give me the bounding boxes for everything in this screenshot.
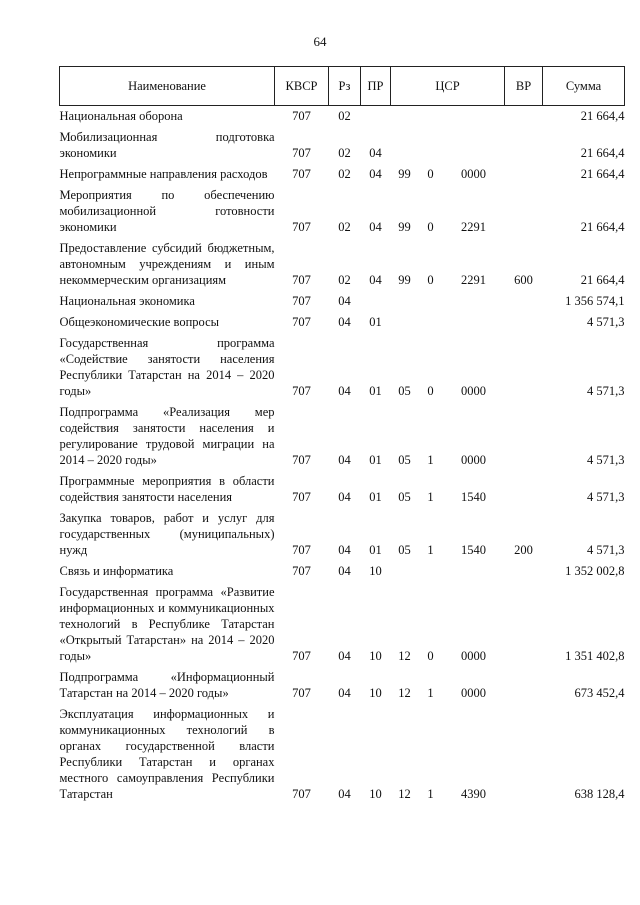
header-sum: Сумма	[543, 67, 625, 106]
cell-rz: 04	[338, 649, 351, 663]
cell-csr2	[419, 106, 443, 128]
cell-rz: 02	[338, 220, 351, 234]
cell-vr	[505, 106, 543, 128]
cell-vr	[505, 185, 543, 238]
table-row	[60, 471, 625, 508]
cell-csr1	[391, 127, 419, 164]
cell-csr3	[443, 291, 505, 312]
cell-kvsr: 707	[292, 273, 311, 287]
cell-kvsr: 707	[292, 109, 311, 123]
cell-name: Национальная экономика	[59, 294, 195, 308]
cell-rz: 04	[338, 453, 351, 467]
cell-csr3	[443, 106, 505, 128]
cell-sum: 21 664,4	[580, 220, 625, 234]
cell-kvsr: 707	[292, 167, 311, 181]
cell-vr	[505, 402, 543, 471]
cell-csr2: 0	[427, 649, 434, 663]
cell-csr1: 05	[398, 453, 411, 467]
table-row	[60, 312, 625, 333]
cell-rz: 04	[338, 686, 351, 700]
cell-rz: 04	[338, 787, 351, 801]
cell-csr1: 05	[398, 384, 411, 398]
cell-csr3: 0000	[461, 649, 486, 663]
cell-sum: 21 664,4	[580, 109, 625, 123]
cell-name: Связь и информатика	[59, 564, 174, 578]
cell-csr3: 4390	[461, 787, 486, 801]
cell-kvsr: 707	[292, 294, 311, 308]
cell-name: Эксплуатация информационных и коммуникационных технологий в органах государственной власти Республики Татарстан и органах местного самоуправления Республики Татарстан	[59, 707, 275, 801]
cell-pr: 01	[369, 490, 382, 504]
cell-csr2: 1	[427, 787, 434, 801]
cell-rz: 02	[338, 167, 351, 181]
cell-pr: 01	[369, 453, 382, 467]
cell-rz: 02	[338, 146, 351, 160]
cell-csr3: 0000	[461, 686, 486, 700]
cell-kvsr: 707	[292, 787, 311, 801]
cell-csr2: 1	[427, 453, 434, 467]
cell-name: Непрограммные направления расходов	[59, 167, 268, 181]
cell-name: Предоставление субсидий бюджетным, автономным учреждениям и иным некоммерческим организациям	[59, 241, 275, 287]
cell-rz: 04	[338, 294, 351, 308]
cell-vr	[505, 291, 543, 312]
cell-csr3: 0000	[461, 384, 486, 398]
cell-csr3	[443, 127, 505, 164]
cell-csr1: 99	[398, 167, 411, 181]
cell-sum: 1 352 002,8	[565, 564, 625, 578]
cell-pr: 10	[369, 787, 382, 801]
table-row	[60, 402, 625, 471]
cell-rz: 02	[338, 273, 351, 287]
cell-csr3: 0000	[461, 453, 486, 467]
cell-csr3: 1540	[461, 490, 486, 504]
cell-kvsr: 707	[292, 315, 311, 329]
cell-csr1	[391, 291, 419, 312]
cell-kvsr: 707	[292, 686, 311, 700]
cell-csr1: 12	[398, 787, 411, 801]
cell-pr: 10	[369, 649, 382, 663]
cell-csr1	[391, 312, 419, 333]
cell-csr1: 12	[398, 649, 411, 663]
cell-sum: 4 571,3	[587, 453, 625, 467]
table-body	[60, 106, 625, 806]
cell-vr	[505, 127, 543, 164]
cell-sum: 1 351 402,8	[565, 649, 625, 663]
cell-pr: 01	[369, 384, 382, 398]
cell-rz: 04	[338, 384, 351, 398]
header-kvsr: КВСР	[275, 67, 329, 106]
cell-vr	[505, 471, 543, 508]
cell-name: Государственная программа «Развитие информационных и коммуникационных технологий в Республике Татарстан «Открытый Татарстан» на 2014 – 2020 годы»	[59, 585, 275, 663]
cell-csr2: 0	[427, 384, 434, 398]
header-pr: ПР	[361, 67, 391, 106]
table-row	[60, 561, 625, 582]
cell-vr	[505, 704, 543, 805]
cell-rz: 04	[338, 543, 351, 557]
cell-name: Закупка товаров, работ и услуг для государственных (муниципальных) нужд	[59, 511, 275, 557]
cell-vr: 200	[514, 543, 533, 557]
cell-csr2: 1	[427, 490, 434, 504]
cell-name: Программные мероприятия в области содействия занятости населения	[59, 474, 275, 504]
cell-vr	[505, 561, 543, 582]
cell-kvsr: 707	[292, 543, 311, 557]
table-row	[60, 704, 625, 805]
header-row	[60, 67, 625, 106]
table-row	[60, 508, 625, 561]
page-number: 64	[313, 34, 327, 49]
cell-csr2	[419, 127, 443, 164]
cell-kvsr: 707	[292, 453, 311, 467]
cell-sum: 21 664,4	[580, 167, 625, 181]
table-row	[60, 238, 625, 291]
cell-csr1	[391, 561, 419, 582]
cell-csr3	[443, 312, 505, 333]
header-name: Наименование	[60, 67, 275, 106]
cell-rz: 04	[338, 490, 351, 504]
cell-csr1: 05	[398, 543, 411, 557]
header-vr: ВР	[505, 67, 543, 106]
cell-name: Подпрограмма «Информационный Татарстан на 2014 – 2020 годы»	[59, 670, 275, 700]
cell-sum: 673 452,4	[574, 686, 625, 700]
cell-pr: 04	[369, 146, 382, 160]
cell-csr2	[419, 291, 443, 312]
table-row	[60, 127, 625, 164]
cell-csr2: 0	[427, 220, 434, 234]
cell-sum: 4 571,3	[587, 315, 625, 329]
cell-csr2: 0	[427, 273, 434, 287]
cell-vr	[505, 312, 543, 333]
header-csr: ЦСР	[391, 67, 505, 106]
cell-rz: 04	[338, 315, 351, 329]
cell-name: Мероприятия по обеспечению мобилизационной готовности экономики	[59, 188, 275, 234]
cell-csr2	[419, 561, 443, 582]
cell-vr	[505, 333, 543, 402]
table-row	[60, 106, 625, 128]
cell-pr: 01	[369, 315, 382, 329]
cell-csr3: 1540	[461, 543, 486, 557]
table-row	[60, 582, 625, 667]
cell-kvsr: 707	[292, 649, 311, 663]
cell-sum: 638 128,4	[574, 787, 625, 801]
table-row	[60, 333, 625, 402]
cell-csr1: 99	[398, 273, 411, 287]
cell-csr1: 12	[398, 686, 411, 700]
cell-kvsr: 707	[292, 146, 311, 160]
cell-vr: 600	[514, 273, 533, 287]
cell-pr: 10	[369, 564, 382, 578]
cell-pr: 10	[369, 686, 382, 700]
cell-csr3: 0000	[461, 167, 486, 181]
table-row	[60, 291, 625, 312]
cell-csr3	[443, 561, 505, 582]
cell-sum: 4 571,3	[587, 543, 625, 557]
cell-pr: 04	[369, 220, 382, 234]
cell-rz: 04	[338, 564, 351, 578]
cell-kvsr: 707	[292, 490, 311, 504]
cell-sum: 21 664,4	[580, 146, 625, 160]
budget-table	[59, 66, 625, 805]
cell-name: Общеэкономические вопросы	[59, 315, 220, 329]
cell-pr	[361, 106, 391, 128]
cell-sum: 4 571,3	[587, 384, 625, 398]
cell-pr: 01	[369, 543, 382, 557]
cell-csr2	[419, 312, 443, 333]
cell-vr	[505, 582, 543, 667]
cell-kvsr: 707	[292, 220, 311, 234]
cell-csr1	[391, 106, 419, 128]
cell-name: Подпрограмма «Реализация мер содействия занятости населения и регулирование трудовой миграции на 2014 – 2020 годы»	[59, 405, 275, 467]
table-row	[60, 164, 625, 185]
cell-csr3: 2291	[461, 273, 486, 287]
cell-kvsr: 707	[292, 564, 311, 578]
cell-csr2: 1	[427, 686, 434, 700]
cell-sum: 4 571,3	[587, 490, 625, 504]
cell-vr	[505, 164, 543, 185]
cell-csr2: 1	[427, 543, 434, 557]
cell-kvsr: 707	[292, 384, 311, 398]
cell-name: Мобилизационная подготовка экономики	[59, 130, 275, 160]
cell-name: Государственная программа «Содействие занятости населения Республики Татарстан на 2014 – 2020 годы»	[59, 336, 275, 398]
cell-csr3: 2291	[461, 220, 486, 234]
cell-rz: 02	[338, 109, 351, 123]
cell-vr	[505, 667, 543, 704]
header-rz: Рз	[329, 67, 361, 106]
cell-csr2: 0	[427, 167, 434, 181]
table-row	[60, 667, 625, 704]
cell-csr1: 05	[398, 490, 411, 504]
table-row	[60, 185, 625, 238]
cell-pr	[361, 291, 391, 312]
cell-name: Национальная оборона	[59, 109, 183, 123]
cell-pr: 04	[369, 273, 382, 287]
cell-csr1: 99	[398, 220, 411, 234]
cell-pr: 04	[369, 167, 382, 181]
cell-sum: 1 356 574,1	[565, 294, 625, 308]
cell-sum: 21 664,4	[580, 273, 625, 287]
